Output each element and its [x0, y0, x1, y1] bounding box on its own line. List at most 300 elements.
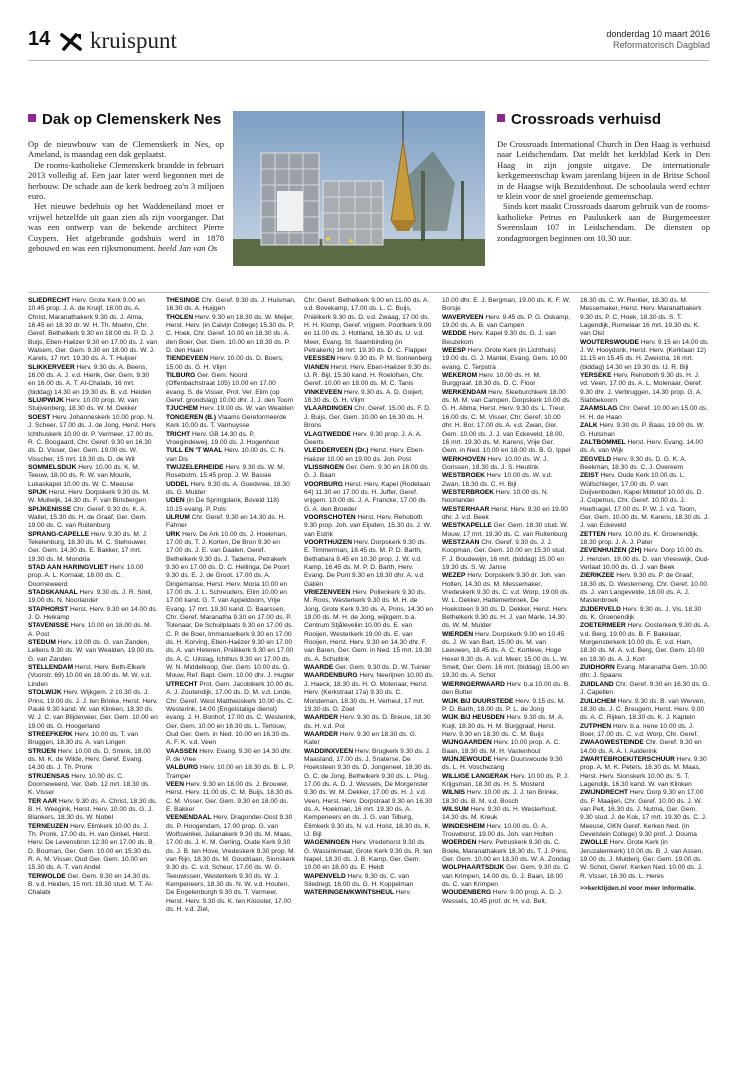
listing-services: Herv. Petruskerk 9.30 ds. C. Boele, Maranathakerk 18.30 ds. T. J. Prins, Ger. Gem. 10.00 en 18.30 ds. W. A. Zondag — [442, 839, 571, 864]
listing-entry — [166, 372, 296, 405]
listing-services: Herv. 9.30 ds. D. G. K. A. Beekman, 18.30 ds. C. J. Overeem — [580, 455, 687, 471]
listing-entry — [304, 731, 434, 748]
listing-services: Herv. Rehoboth 9.30 ds. H. J. vd. Veen, 17.00 ds. A. L. Molenaar, Geref. 9.30 dhr. J. Verbruggen, 14.30 prop. G. A. Slabbekoorn — [580, 372, 703, 405]
listing-entry — [580, 622, 710, 664]
listing-services: Herv. GB 14.30 ds. P. Vroegindeweij, 19.00 ds. J. Hogenhout — [166, 430, 280, 446]
listing-place: ZWAAGWESTEINDE — [580, 739, 644, 747]
listing-place: ZAAMSLAG — [580, 405, 618, 413]
listing-entry — [442, 330, 572, 347]
article-paragraph: De Crossroads International Church in Den Haag is verhuisd naar Leidschendam. Dat meldt het kerkblad Kerk in Den Haag in zijn jongste uitgave. De internationale kerkgemeenschap kwam jarenlang bijeen in de Britse School in de Haagse wijk Bezuidenhout. De schoolaula werd echter te klein voor de snel groeiende gemeenschap. — [497, 139, 710, 202]
listing-services: Herv. 10.00 ds. W. v.d. Zwan, 18.30 ds. C. H. Bijl — [442, 472, 553, 488]
article-right-body — [497, 139, 710, 243]
listing-services: Herv. Vredehorst 9.30 ds. G. Wassinkmaat, Grote Kerk 9.30 ds. R. ten Napel, 18.30 ds. J. B. Kamp, Ger. Gem. 10.00 en 18.00 ds. E. Heldt — [304, 839, 433, 872]
listing-services: Herv. Johanneskerk 10.00 prop. N. J. Scheer, 17.00 ds. J. de Jong, Herst. Herv. Ichthuskerk 10.00 dr. P. Vermeer, 17.00 ds. R. C. Boogaard, Chr. Geref. 9.30 en 16.30 ds. D. Visser, Ger. Gem. 19.00 ds. W. Visscher, 15 mrt. 19.30 ds. D. de Wit — [28, 413, 157, 463]
listing-place: TWIJZELERHEIDE — [166, 463, 224, 471]
listing-services: Ger. Gem. 9.30 ds. C. van Krimpen, 14.00 ds. G. J. Baan, 18.00 ds. C. van Krimpen — [442, 864, 571, 889]
listing-services: Herv. 10.00 ds. N. Noorlander — [442, 488, 549, 505]
listing-entry — [28, 664, 158, 689]
listing-services: Herv. 10.00 en 18.00 ds. M. A. Post — [28, 622, 152, 638]
listing-entry — [304, 889, 434, 897]
listing-place: WESTZAAN — [442, 538, 480, 546]
listing-entry — [304, 589, 434, 664]
bullet-square-icon — [497, 114, 505, 122]
listing-entry — [442, 773, 572, 790]
listing-entry — [166, 414, 296, 431]
listing-services: Herv. Elimkerk 10.00 ds. J. Th. Pronk, 17.00 ds. H. van Ginkel, Herst. Herv. De Levensbron 12.30 en 17.00 ds. B. D. Bouman, Ger. Gem. 10.00 en 15.30 ds. R. A. M. Visser, Oud Ger. Gem. 10.00 en 15.30 ds. A. T. van Andel — [28, 822, 155, 872]
listing-services: Herv. 9.30 en 18.00 ds. J. Brouwer, Herst. Herv. 11.00 ds. C. M. Buijs, 18.30 ds. C. M. Visser, Ger. Gem. 9.30 en 18.00 ds. E. Bakker — [166, 780, 294, 813]
listing-place: WESTERHAAR — [442, 505, 490, 513]
listing-services: Herv. 9.15 ds. M. P. D. Barth, 18.00 ds. P. L. de Jong — [442, 697, 565, 713]
listing-place: TILBURG — [166, 372, 196, 380]
listing-place: WATERINGEN/KWINTSHEUL — [304, 889, 394, 897]
listing-entry — [28, 564, 158, 589]
listing-place: WEZEP — [442, 572, 466, 580]
listing-place: STOLWIJK — [28, 689, 62, 697]
listing-services: Herv. — [394, 889, 412, 897]
article-paragraph — [28, 201, 224, 253]
listing-entry — [442, 631, 572, 681]
listing-place: VEESSEN — [304, 355, 336, 363]
listing-services: Herv. 10.00 ds. H. M. Burggraaf, 18.30 ds. D. C. Floor — [442, 372, 541, 388]
listing-services: Herv. 10.00 ds. P. J. Krijgsman, 18.30 ds. H. S. Mosterd — [442, 772, 569, 788]
listing-entry — [166, 314, 296, 356]
listing-place: TJUCHEM — [166, 405, 198, 413]
listing-services: Herv. 10.00 prop. A. L. Kornaat, 18.00 ds. C. Doorneweerd — [28, 564, 144, 588]
listing-place: SOEST — [28, 413, 51, 421]
listing-services: Herv. b.a. Irene 10.00 ds. J. Boer, 17.00 ds. C. v.d. Worp, Chr. Geref. — [580, 722, 699, 738]
listing-services: Herv. Grote Kerk (in Lichthuis) 19.00 ds. G. J. Mantel, Evang. Gem. 10.00 evang. C. Terpstra — [442, 347, 567, 371]
listing-services: Herst. Herv. 9.30 en 14.00 ds. J. D. Heikamp — [28, 605, 158, 622]
photo-byline: beeld Jan van Os — [157, 243, 218, 254]
listing-place: TONGEREN (B.) — [166, 413, 217, 421]
listing-services: Herv. 9.30 ds. A. Christ, 18.30 ds. B. H. Weegink, Herst. Herv. 10.00 ds. G. J. Blankers, 18.30 ds. W. Nobel — [28, 797, 157, 822]
listing-entry — [304, 839, 434, 872]
listing-entry — [28, 364, 158, 397]
listing-services: Herv. 10.00 ds. K. Groenendijk, 18.30 prop. J. A. J. Pater — [580, 530, 699, 546]
listing-entry — [304, 389, 434, 406]
listing-place: UTRECHT — [166, 680, 198, 688]
listing-entry — [166, 681, 296, 748]
listing-services: Ger. Gem. 18.30 stud. W. Mouw, 17 mrt. 19.30 ds. C. van Ruitenburg — [442, 522, 569, 538]
listing-place: WOUTERSWOUDE — [580, 338, 639, 346]
listing-services: Herv. 9.30 ds. H. Westerhout, 14.30 ds. M. Kreuk — [442, 805, 557, 822]
listing-entry — [28, 748, 158, 773]
listing-entry — [442, 698, 572, 715]
listing-entry — [442, 864, 572, 889]
listing-services: Herv. 9.30 ds. J. Vis, 18.30 ds. K. Groenendijk — [580, 605, 702, 622]
listing-entry — [442, 789, 572, 806]
listing-entry — [166, 405, 296, 413]
listing-entry — [580, 606, 710, 623]
listing-entry — [442, 314, 572, 331]
listing-services: Herst. Herv. 9.30 en 19.00 dhr. J. v.d. Beek — [442, 505, 568, 521]
listing-services: Herv. Dorpskerk 9.00 en 10.45 ds. J. W. van Bart, 15.00 ds. M. van Leeuwen, 18.45 ds. A. C. Kortleve, Hoge Hexel 9.30 ds. A. v.d. Meer, 15.00 ds. L. W. Smelt, Ger. Gem. 16 mrt. (biddag) 15.00 en 19.30 ds. A. Schot — [442, 630, 569, 680]
listing-entry — [580, 739, 710, 756]
listing-entry — [304, 873, 434, 890]
listing-services: Herv. 10.00 ds. K. M. Teeuw, 18.00 ds. R. W. van Mourik, Lukaskapel 10.00 ds. W. C. Meeuse — [28, 463, 140, 488]
listing-services: Chr. Geref. 9.30 ds. K. A. Wallet, 15.30 ds. H. de Graaf, Ger. Gem. 19.00 ds. C. van Ruitenburg — [28, 505, 147, 530]
listing-entry — [166, 447, 296, 464]
listing-entry — [442, 714, 572, 739]
listing-entry — [580, 723, 710, 740]
listing-entry — [28, 606, 158, 623]
listing-entry — [580, 456, 710, 473]
listing-services: Herv. 10.00 ds. D. Boers, 15.00 ds. G. H. Vlijm — [166, 355, 284, 371]
listing-place: STAVENISSE — [28, 622, 69, 630]
listing-place: ZIERIKZEE — [580, 572, 615, 580]
listing-place: STRIJENSAS — [28, 772, 70, 780]
listing-entry — [166, 748, 296, 765]
listing-services: Herv. 9.30 prop. J. A. A. Geerts — [304, 430, 422, 446]
listings-column-2 — [166, 297, 296, 1055]
listing-place: SLUIPWIJK — [28, 397, 64, 405]
listing-entry — [442, 681, 572, 698]
listing-services: Ger. Gem. 9.30 ds. D. W. Tuinier — [333, 664, 431, 672]
listing-entry — [442, 389, 572, 456]
listing-entry — [442, 539, 572, 572]
listing-place: WOLPHAARTSDIJK — [442, 864, 505, 872]
listing-place: VEEN — [166, 780, 184, 788]
listing-place: WIERDEN — [442, 630, 474, 638]
listing-services: Herv. Oude Kerk 10.00 ds. L. Wüllschleger, 17.00 ds. P. van Duijvenboden, Kapel Mitteltof 10.00 ds. D. J. Copetrus, Chr. Geref. 10.00 ds. J. Hoefnagel, 17.00 ds. P. W. J. v.d. Toorn, Ger. Gem. 10.00 ds. M. Karens, 18.30 ds. J. J. van Eckeveld — [580, 472, 710, 530]
listing-entry — [442, 522, 572, 539]
listing-entry — [166, 531, 296, 681]
listing-entry — [166, 764, 296, 781]
listing-place: STRIJEN — [28, 747, 56, 755]
listing-place: SOMMELSDIJK — [28, 463, 77, 471]
cross-logo-icon — [60, 33, 82, 51]
listing-entry — [580, 422, 710, 439]
listing-services: Herv. Wijkgem. 2 10.30 ds. J. Prins, 19.00 ds. J. J. ten Brinke, Herst. Herv. Paulé 9.30 kand. W. van Klinken, 18.30 ds. W. J. C. van Blijderveer, Ger. Gem. 10.00 en 19.00 ds. G. Hoogerland — [28, 689, 158, 730]
listing-entry — [28, 823, 158, 873]
listing-place: VLISSINGEN — [304, 463, 344, 471]
listing-services: Herv. 9.30 ds. D. Breure, 18.30 ds. H. v.d. Pol — [304, 714, 431, 730]
listing-entry — [580, 339, 710, 372]
article-right-headline — [497, 111, 661, 128]
listing-place: TERWOLDE — [28, 872, 66, 880]
listing-place: WAARDENBURG — [304, 672, 358, 680]
listing-services: Herv. Dorp 10.00 ds. J. Henzen, 19.00 ds. D. van Vreeswijk, Oud-Verlaat 10.00 ds. G. J. van Beek — [580, 547, 710, 571]
listing-services: Herst. Herv. Evang. 14.00 ds. A. van Wijk — [580, 438, 703, 455]
header-rule — [28, 60, 710, 61]
listing-services: Herv. 9.30 ds. M. J. Tekelenburg, 18.30 ds. M. C. Stehouwer, Ger. Gem. 14.30 ds. E. Bakker, 17 mrt. 19.30 ds. M. Mondria — [28, 530, 148, 563]
listing-services: Herv. Duurswoude 9.30 ds. L. H. Voschezang — [442, 755, 563, 772]
listing-services: Herv. 9.30 ds. C. van Sliedregt, 16.00 ds. G. H. Koppelman — [304, 872, 414, 889]
listing-services: Herv. Dragonder-Oost 9.30 ds. P. Hoogendam, 17.00 prop. G. van Wolfswinkel, Julianakerk 9.30 ds. M. Maas, 17.00 ds. J. K. M. Gerling, Oude Kerk 9.30 ds. J. B. ten Hove, Vredeskerk 9.30 prop. M. van Rijn, 18.30 ds. M. Goudriaan, Sionskerk 9.30 ds. C. v.d. Scheur, 17.00 ds. W. G. Teeuwissen, Westerkerk 9.30 ds. W. J. Kempeneers, 18.30 ds. N. W. v.d. Houten, De Engelenburgh 9.30 ds. T. Vermeer, Herst. Herv. 9.30 ds. K. ten Klooster, 17.00 ds. H. v.d. Ziel, — [166, 814, 296, 914]
listing-services: Herv. 9.30 ds. A. Beens, 16.00 ds. A. J. v.d. Hierik, Ger. Gem. 9.30 en 16.00 ds. A. T. Al-Chalabi, 16 mrt. (biddag) 14.30 en 19.30 ds. B. v.d. Heiden — [28, 363, 152, 396]
listing-services: Ger. Gem. 9.30 en 16.00 ds. G. J. Baan — [304, 463, 429, 480]
listing-entry — [442, 456, 572, 473]
listing-services: Herst. Herv. Eben-Haëzer 9.30 ds. IJ. R. Bijl, 15.30 kand. H. Roelofsen, Chr. Geref. 10.00 en 18.00 ds. M. C. Tanis — [304, 363, 432, 388]
listing-services: Herst. Herv. Beth-Elkerk (Voorstr. 69) 10.00 en 18.00 ds. M. W. v.d. Linden — [28, 664, 152, 688]
listing-services: Herv. 9.30 ds. A. D. Goijert, 18.30 ds. G. H. Vlijm — [304, 388, 424, 405]
listing-services: Herv. 9.30 ds. W. M. Rosebotm, 15.45 prop. J. W. Bassie — [166, 463, 285, 480]
listing-place: VOORBURG — [304, 480, 343, 488]
listing-entry — [166, 464, 296, 481]
listing-entry — [580, 297, 710, 339]
listing-services: Herv. 9.30 ds. B. van Werven, 18.30 ds. J. C. Breugem, Herst. Herv. 9.00 ds. A. C. Rijken, 18.30 ds. K. J. Kaptein — [580, 697, 706, 722]
listing-entry — [442, 297, 572, 314]
listing-entry — [304, 431, 434, 448]
listing-services: Vlaams Gereformeerde Kerk 10.00 ds. T. Vanhuysse — [166, 413, 287, 430]
listing-services: Herv. 9.30 en 18.30 ds. W. Meijer, Herst. Herv. (in Calvijn College) 15.30 ds. P. C. Hoek, Chr. Geref. 10.00 en 18.30 ds. A. den Boer, Ger. Gem. 10.00 en 18.30 ds. P. D. den Haan — [166, 313, 295, 355]
listing-place: SPIJK — [28, 488, 48, 496]
listing-entry — [28, 622, 158, 639]
listing-services: 10.00 dhr. E. J. Bergman, 19.00 ds. K. F. W. Borsje — [442, 297, 571, 313]
section-title: kruispunt — [90, 28, 177, 53]
listing-services: Herv. Dorpskerk 9.30 dr. Joh. van Holten, 14.30 ds. M. Messemaker, Vredeskerk 9.30 ds. C. v.d. Worp, 19.00 ds. W. L. Dekker, Hattemerbroek, De Hoeksteen 9.30 ds. D. Dekker, Herst. Herv. Bethelkerk 9.30 ds. H. J. van Marle, 14.30 ds. W. M. Mulder — [442, 572, 570, 630]
listing-place: VALBURG — [166, 764, 199, 772]
listing-services: Herv. Oosterkerk 9.30 ds. A. v.d. Berg, 19.00 ds. B. F. Bakelaar, Morgensterkerk 10.00 ds. E. v.d. Ham, 18.30 ds. M. A. v.d. Berg, Ger. Gem. 10.00 en 18.30 ds. A. J. Kort — [580, 622, 710, 663]
listing-services: Herv. 19.00 ds. W. van Wealden — [197, 405, 294, 413]
listings-column-5 — [580, 297, 710, 1055]
listing-place: WERKHOVEN — [442, 455, 486, 463]
headline-text: Dak op Clemenskerk Nes — [42, 111, 222, 128]
listing-services: Herv. 9.00 prop. A. D. J. Wessels, 10.45 prof. dr. H. v.d. Belt, — [442, 889, 563, 905]
listing-place: ZETTEN — [580, 530, 606, 538]
listing-place: VOORTHUIZEN — [304, 538, 352, 546]
listing-entry — [304, 297, 434, 355]
listing-place: WADDINXVEEN — [304, 747, 354, 755]
listing-services: Herv. Dorp 9.30 en 17.00 ds. F. Maaijen, Chr. Geref. 10.00 ds. J. W. van Pelt, 16.30 ds. J. Nutma, Ger. Gem. 9.30 stud. J. de Kok, 17 mrt. 19.30 ds. C. J. Meeuse, GKN Geref. Kerken Ned. (in Develstein College) 9.30 prof. J. Douma — [580, 789, 707, 838]
listing-entry — [304, 355, 434, 363]
listing-entry — [28, 589, 158, 606]
listing-place: WAPENVELD — [304, 872, 346, 880]
listing-entry — [304, 514, 434, 539]
listing-place: WAGENINGEN — [304, 839, 350, 847]
listing-place: STAD AAN HARINGVLIET — [28, 564, 108, 571]
listing-place: VLEDDERVEEN (Dr.) — [304, 447, 369, 455]
listing-services: Chr. Geref. 9.30 en 14.00 ds. A. A. I. Aalderink — [580, 739, 702, 755]
listing-place: THOLEN — [166, 313, 194, 321]
listing-services: Herv. Sleeburchkerk 18.00 ds. M. M. van Campen, Dorpskerk 10.00 ds. G. H. Abma, Herst. Herv. 9.30 ds. L. Treur, 16.00 ds. C. M. Visser, Chr. Geref. 10.00 dhr. H. Bor, 17.00 ds. A. v.d. Zwan, Ger. Gem. 10.00 ds. J. J. van Eckeveld, 18.00, 16 mrt. 19.30 ds. M. Karens, Vrije Ger. Gem. in Ned. 10.00 en 18.00 ds. B. G. Ippel — [442, 388, 571, 455]
listing-entry — [304, 464, 434, 481]
listing-place: ZALTBOMMEL — [580, 438, 626, 446]
listing-place: WILSUM — [442, 805, 469, 813]
listing-place: ZEIST — [580, 472, 599, 480]
listing-entry — [304, 714, 434, 731]
kerktijden-reference-link[interactable]: >>kerktijden.nl voor meer informatie. — [580, 885, 696, 893]
listing-place: WILNIS — [442, 789, 466, 797]
listing-place: VLAARDINGEN — [304, 405, 353, 413]
listing-place: TULL EN 'T WAAL — [166, 447, 223, 455]
listing-entry — [304, 481, 434, 514]
article-left-headline — [28, 111, 221, 128]
listing-entry — [166, 514, 296, 531]
listing-place: YERSEKE — [580, 372, 612, 380]
listing-entry — [304, 447, 434, 464]
listing-place: STADSKANAAL — [28, 589, 78, 597]
listing-place: ZUIDHORN — [580, 664, 615, 672]
listing-place: ZWOLLE — [580, 839, 608, 847]
listing-entry — [304, 748, 434, 840]
listing-services: (in De Springplank, Boveld 118) 10.15 evang. P. Pols — [166, 497, 280, 513]
page-header — [28, 28, 710, 56]
listing-entry — [28, 873, 158, 898]
listing-entry — [580, 472, 710, 530]
listing-place: WINDESHEIM — [442, 822, 485, 830]
listing-services: Herst. Herv. Rehoboth 9.30 prop. Joh. van Eijsden, 15.30 ds. J. W. van Estrik — [304, 513, 432, 538]
listing-entry — [28, 773, 158, 798]
listing-place: SPRANG-CAPELLE — [28, 530, 90, 538]
listing-services: Herv. 9.30 ds. J. R. Smit, 19.00 ds. N. Noorlander — [28, 589, 153, 605]
listing-services: Chr. Geref. 9.30 en 14.30 ds. H. Fahner — [166, 513, 286, 530]
listing-services: Chr. Geref. 9.30 ds. J. J. Koopman, Ger. Gem. 10.00 en 15.30 stud. F. J. Boudewijn, 16 mrt. (biddag) 15.00 en 19.30 ds. S. W. Janse — [442, 538, 567, 571]
listing-place: VLAGTWEDDE — [304, 430, 351, 438]
listing-place: ZWARTEBROEK/TERSCHUUR — [580, 755, 675, 763]
listing-place: WEDDE — [442, 330, 467, 338]
listing-services: Herv. 10.00 ds. W. J. Gorissen, 18.30 ds. J. S. Heutink — [442, 455, 549, 471]
listing-place: VIANEN — [304, 363, 329, 371]
listing-place: ZEVENHUIZEN (ZH) — [580, 547, 642, 555]
listing-services: Chr. Geref. 9.30 en 16.30 ds. G. J. Capellen — [580, 680, 710, 697]
listings-column-1 — [28, 297, 158, 1055]
church-listings — [28, 297, 716, 1055]
listing-services: Herv. De Ark 10.00 ds. J. Hoekman, 17.00 ds. T. J. Korten, De Bron 9.30 en 17.00 ds. J. E. van Daalen, Geref. Bethelkerk 9.30 ds. J. Tadema, Petrakerk 9.30 en 17.00 ds. D. C. Hellinga, De Poort 9.30 ds. E. J. de Groot, 17.00 ds. A. Dingemanse, Herst. Herv. Moria 10.00 en 17.00 ds. J. L. Schreuders, Elim 10.00 en 17.00 kand. G. T. van Appeldoorn, Vrije Evang. 17 mrt. 19.30 kand. D. Baarssen, Chr. Geref. Maranatha 9.30 en 17.00 ds. P. Tolenaar, De Schuilplaats 9.30 en 17.00 ds. C. P. de Boer, Immanuelkerk 9.30 en 17.00 ds. H. Korving, Eben-Haëzer 9.30 en 17.00 ds. A. van Heteren, Pniëlkerk 9.30 en 17.00 ds. A. C. Uitslag, Ichthus 9.30 en 17.00 ds. W. N. Middelkoop, Ger. Gem. 10.00 ds. G. Mouw, Ref. Bapt. Gem. 10.00 dhr. J. Hugter — [166, 530, 294, 680]
listing-entry — [166, 297, 296, 314]
listing-services: Herv. Grote Kerk (in Jeruzalemkerk) 10.00 ds. B. J. van Assen, 19.00 ds. J. Mulderij, Ger. Gem. 19.00 ds. W. Schot, Geref. Kerken Ned. 10.00 ds. J. R. Visser, 16.30 ds. L. Heres — [580, 839, 704, 880]
listing-services: Herv. 9.45 ds. P. G. Oskamp, 19.00 ds. A. B. van Campen — [442, 313, 571, 330]
listing-entry — [28, 531, 158, 564]
listing-place: WOERDEN — [442, 839, 477, 847]
listing-services: Herv. 9.30 ds. A. Goedvree, 18.30 ds. G. Mulder — [166, 480, 290, 496]
listing-entry — [580, 439, 710, 456]
listing-entry — [28, 506, 158, 531]
listing-place: WOUDENBERG — [442, 889, 492, 897]
listing-entry — [28, 297, 158, 364]
listing-services: Herv. 9.30 ds. P. M. Sonnenberg — [335, 355, 432, 363]
listing-place: TIENDEVEEN — [166, 355, 209, 363]
listing-entry — [442, 823, 572, 840]
listing-entry — [580, 756, 710, 789]
listing-services: Herv. 10.00 prop. W. van Stuijvenberg, 18.30 ds. W. M. Dekker — [28, 397, 139, 413]
listing-entry — [442, 472, 572, 489]
page-number: 14 — [28, 28, 51, 50]
listing-place: ZUTPHEN — [580, 722, 612, 730]
listing-entry — [442, 489, 572, 506]
listing-entry — [580, 681, 710, 698]
listing-services: Herv. Neerijnen 10.00 ds. J. Haeck, 18.30 ds. H. O. Molenaar, Herst. Herv. (Kerkstraat 17a) 9.30 ds. C. Mondeman, 18.30 ds. H. Verheul, 17 mrt. 19.30 ds. D. Zoet — [304, 672, 434, 713]
listing-entry — [580, 789, 710, 839]
listing-place: WIJNJEWOUDE — [442, 755, 492, 763]
listing-place: STREEFKERK — [28, 730, 73, 738]
listing-entry — [580, 531, 710, 548]
listing-entry — [304, 405, 434, 430]
listing-entry — [28, 464, 158, 489]
listing-entry — [304, 364, 434, 389]
listing-entry — [28, 397, 158, 414]
listing-place: ZEGVELD — [580, 455, 612, 463]
listing-place: STEDUM — [28, 639, 56, 647]
listing-place: WAVERVEEN — [442, 313, 484, 321]
listing-services: Herv. 10.00 ds. D. Smink, 18.00 ds. M. K. de Wilde, Herv. Geref. Evang. 14.30 ds. J. Th. Pronk — [28, 747, 151, 772]
listing-place: WEKEROM — [442, 372, 478, 380]
listing-place: URK — [166, 530, 181, 538]
listing-services: Herv. b.a 10.00 ds. B. den Butter — [442, 680, 571, 697]
listing-entry — [166, 355, 296, 372]
listing-services: Herv. 10.00 ds. J. J. ten Brinke, 18.30 ds. B. M. v.d. Bosch — [442, 789, 559, 805]
listing-place: WAARDER — [304, 730, 339, 738]
listing-entry — [442, 889, 572, 906]
listing-entry — [166, 431, 296, 448]
listing-services: Herv. 10.00 en 18.30 ds. B. L. P. Tramper — [166, 764, 295, 780]
listing-entry — [28, 798, 158, 823]
listing-place: WILLIGE LANGERAK — [442, 772, 509, 780]
listing-entry — [166, 781, 296, 814]
listing-place: ZWIJNDRECHT — [580, 789, 628, 797]
listing-place: ZOETERMEER — [580, 622, 626, 630]
listing-place: STELLENDAM — [28, 664, 74, 672]
listing-entry — [166, 814, 296, 914]
listing-services: Evang. Maranatha Gem. 10.00 dhr. J. Spaans — [580, 664, 707, 680]
listing-entry — [580, 572, 710, 605]
listing-place: VRIEZENVEEN — [304, 589, 351, 597]
listing-place: WIJK BIJ DUURSTEDE — [442, 697, 514, 705]
listing-services: Ger. Gem. 9.30 en 14.30 ds. B. v.d. Heiden, 15 mrt. 19.30 stud. M. T. Al-Chalabi — [28, 872, 154, 897]
listing-entry — [304, 539, 434, 589]
listing-place: ZIJDERVELD — [580, 605, 621, 613]
listing-services: Herv. Dorpskerk 9.30 ds. E. Timmerman, 18.45 ds. M. P. D. Barth, Bethabara 8.45 en 10.30 prop. J. W. v.d. Kamp, 16.45 ds. M. P. D. Barth, Herv. Evang. De Punt 9.30 en 18.30 dhr. A. v.d. Galiën — [304, 538, 427, 588]
listing-place: SLIEDRECHT — [28, 297, 71, 304]
listing-services: Chr. Geref. 9.30 ds. J. Huisman, 16.30 ds. A. Huijgen — [166, 297, 296, 313]
listing-services: Chr. Geref. 10.00 en 15.00 ds. H. H. de Haan — [580, 405, 708, 421]
headline-text: Crossroads verhuisd — [511, 111, 662, 128]
listing-services: Herv. 9.30 ds. P. de Graaf, 18.30 ds. D. Westerneng, Chr. Geref. 10.00 ds. J. van Langevelde, 18.00 ds. A. J. Mastenbroek — [580, 572, 708, 605]
listing-entry — [28, 414, 158, 464]
listing-place: SPIJKENISSE — [28, 505, 72, 513]
listing-services: Herv. Brugkerk 9.30 ds. J. Maasland, 17.00 ds. J. Snaterse, De Hoeksteen 9.30 ds. D. Jongeneel, 18.30 ds. G. C. de Jong, Bethelkerk 9.30 ds. L. Plug, 17.00 ds. A. D. J. Wessels, De Morgenster 9.30 ds. W. M. Dekker, 17.00 ds. H. J. v.d. Veen, Herst. Herv. Dorpstraat 9.30 en 16.30 ds. A. Hoekman, 16 mrt. 19.30 ds. A. Kempeneers en ds. J. G. van Tilburg, Elimkerk 9.30 ds. N. v.d. Holst, 18.30 ds. K. IJ. Bijl — [304, 747, 433, 838]
listing-services: Chr. Geref. 15.00 ds. F. D. J. Buijs, Ger. Gem. 10.00 en 16.30 ds. H. Brons — [304, 405, 431, 430]
listing-services: Herv. 10.00 ds. G. A. Trouwborst, 19.00 ds. Joh. van Holten — [442, 822, 554, 838]
listing-place: WAARDER — [304, 714, 339, 722]
listing-entry — [442, 839, 572, 864]
listing-services: Herv. 9.30 ds. P. Baas, 19.00 ds. W. G. Hulsman — [580, 422, 705, 438]
listing-place: VINKEVEEN — [304, 388, 343, 396]
listing-place: ZUILICHEM — [580, 697, 616, 705]
listing-entry — [166, 481, 296, 498]
listing-entry — [442, 506, 572, 523]
listings-rule — [28, 292, 710, 293]
listing-services: Herst. Herv. Dorpskerk 9.30 ds. M. W. Muilwijk, 14.30 ds. F. van Binsbergen — [28, 488, 150, 505]
article-paragraph: De rooms-katholieke Clemenskerk brandde in februari 2013 volledig af. Een jaar later werd begonnen met de herbouw. De schade aan de kerk bedroeg zo'n 3 miljoen euro. — [28, 159, 224, 202]
listing-place: WESTBROEK — [442, 472, 485, 480]
listing-place: WEESP — [442, 347, 466, 355]
listing-entry — [442, 756, 572, 773]
listing-place: STAPHORST — [28, 605, 69, 613]
article-paragraph: Op de nieuwbouw van de Clemenskerk in Nes, op Ameland, is maandag een dak geplaatst. — [28, 139, 224, 160]
listing-services: Chr. Geref. Bethelkerk 9.00 en 11.00 ds. A. v.d. Bovekamp, 17.00 ds. L. C. Buijs, Pniëlkerk 9.30 ds. D. v.d. Zwaag, 17.00 ds. H. H. Klomp, Geref. vrijgem. Poortkerk 9.00 en 11.00 ds. J. Holtland, 16.30 ds. U. v.d. Meer, Evang. St. Saambinding (in Petrakerk) 16 mrt. 19.30 ds. D. C. Flapper — [304, 297, 432, 355]
listing-services: Herv. Evang. 9.30 en 14.30 dhr. P. de Vree — [166, 747, 292, 763]
listing-entry — [580, 547, 710, 572]
listing-place: WIJK BIJ HEUSDEN — [442, 714, 505, 722]
listing-services: 16.30 ds. C. W. Rentier, 18.30 ds. M. Messemaker, Herst. Herv. Maranathakerk 9.30 ds. P. C. Hoek, 18.30 ds. S. T. Lagendijk, Rumelaar 16 mrt. 19.30 ds. K. van Olst — [580, 297, 702, 338]
listing-services: Herv. 10.00 prop. A. C. Baan, 18.30 ds. M. H. Vastenhout — [442, 739, 561, 755]
listing-entry — [304, 672, 434, 714]
church-roof-photo — [233, 111, 485, 266]
listing-entry — [442, 347, 572, 372]
listing-place: VEENENDAAL — [166, 814, 212, 822]
listing-services: Herv. 10.00 ds. C. N. van Dis — [166, 447, 286, 463]
listing-services: Herv. 10.00 ds. C. Doorneweerd, Ver. Geb. 12 mrt. 18.30 ds. K. Visser — [28, 772, 151, 797]
listing-place: THESINGE — [166, 297, 200, 304]
listing-place: TER AAR — [28, 797, 58, 805]
listing-place: WESTKAPELLE — [442, 522, 492, 530]
bullet-square-icon — [28, 114, 36, 122]
article-left-body — [28, 139, 224, 253]
listing-services: Herv. 10.00 ds. T. van Bruggen, 18.30 ds. A. van Lingen — [28, 730, 139, 747]
listing-services: Ger. Gem. Noord (Offenbachstraat 105) 10.00 en 17.00 evang. S. de Visser, Prot. Ver. Elim (op Geref. grondslag) 10.00 dhr. J. J. den Toom — [166, 372, 294, 405]
listing-entry — [580, 839, 710, 881]
